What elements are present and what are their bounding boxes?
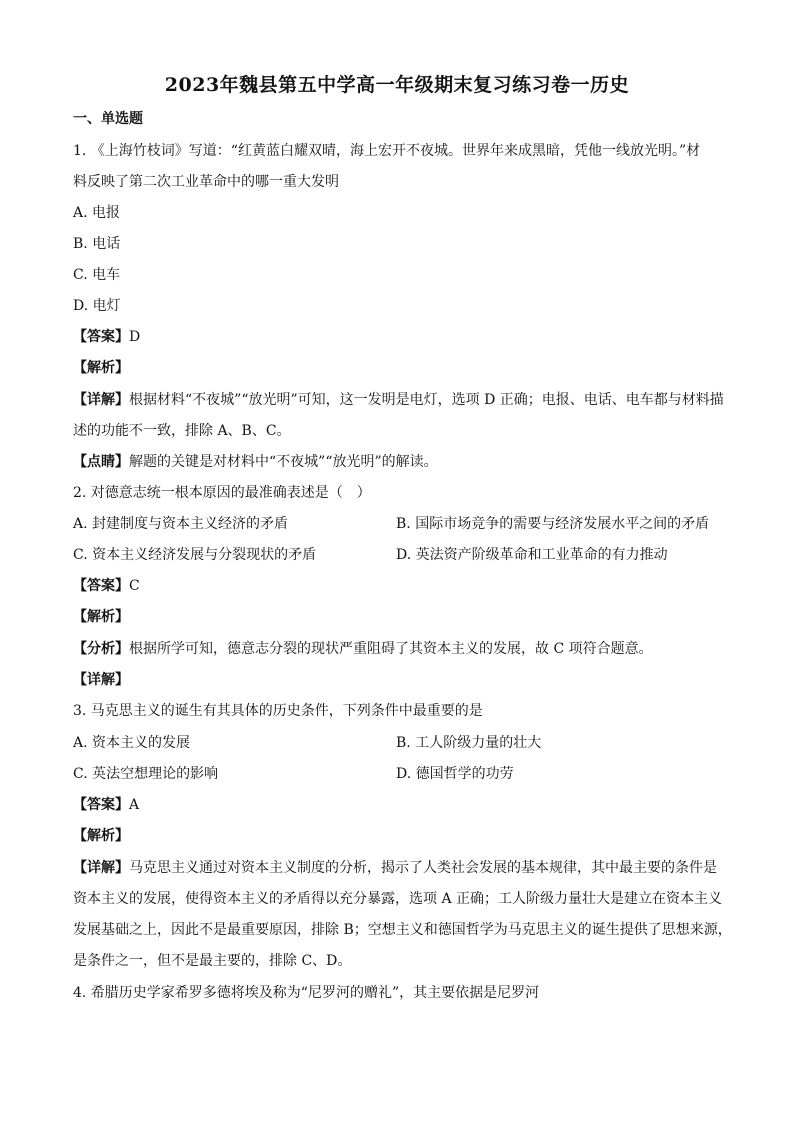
q1-option-b: B. 电话 <box>73 236 121 252</box>
q1-option-a: A. 电报 <box>73 205 121 221</box>
q2-option-a: A. 封建制度与资本主义经济的矛盾 <box>73 516 289 532</box>
q3-option-a: A. 资本主义的发展 <box>73 735 191 751</box>
q1-detail-line2: 述的功能不一致，排除 A、B、C。 <box>73 423 291 439</box>
fenxi-text: 根据所学可知，德意志分裂的现状严重阻碍了其资本主义的发展，故 C 项符合题意。 <box>129 641 653 657</box>
q3-detail-line3: 发展基础之上，因此不是最重要原因，排除 B；空想主义和德国哲学为马克思主义的诞生提供了思想来源， <box>73 922 732 938</box>
q1-stem-line1: 1. 《上海竹枝词》写道：“红黄蓝白耀双晴，海上宏开不夜城。世界年来成黑暗，凭他一线放光明。”材 <box>73 143 701 159</box>
page-title: 2023年魏县第五中学高一年级期末复习练习卷一历史 <box>164 74 630 96</box>
q1-comment <box>73 453 733 471</box>
answer-label: 【答案】 <box>73 329 129 345</box>
detail-label: 【详解】 <box>73 392 129 408</box>
q1-option-d: D. 电灯 <box>73 298 121 314</box>
answer-value: D <box>129 329 141 345</box>
fenxi-label: 【分析】 <box>73 641 129 657</box>
q2-answer <box>73 577 733 595</box>
answer-value: A <box>129 797 140 813</box>
q2-stem: 2. 对德意志统一根本原因的最准确表述是（ ） <box>73 485 371 501</box>
q3-option-d: D. 德国哲学的功劳 <box>396 766 514 782</box>
q3-stem: 3. 马克思主义的诞生有其具体的历史条件，下列条件中最重要的是 <box>73 703 483 719</box>
q1-detail-line1 <box>73 391 733 409</box>
q2-fenxi <box>73 640 733 658</box>
section-heading: 一、单选题 <box>73 111 143 127</box>
q1-analysis-label: 【解析】 <box>73 360 129 376</box>
comment-label: 【点睛】 <box>73 454 129 470</box>
q1-answer <box>73 328 733 346</box>
q3-option-b: B. 工人阶级力量的壮大 <box>396 735 542 751</box>
q2-analysis-label: 【解析】 <box>73 609 129 625</box>
answer-label: 【答案】 <box>73 578 129 594</box>
q2-option-c: C. 资本主义经济发展与分裂现状的矛盾 <box>73 547 317 563</box>
q2-option-d: D. 英法资产阶级革命和工业革命的有力推动 <box>396 547 668 563</box>
detail-text: 马克思主义通过对资本主义制度的分析，揭示了人类社会发展的基本规律，其中最主要的条件是 <box>129 860 717 876</box>
answer-label: 【答案】 <box>73 797 129 813</box>
comment-text: 解题的关键是对材料中“不夜城”“放光明”的解读。 <box>129 454 438 470</box>
q1-option-c: C. 电车 <box>73 267 121 283</box>
q2-option-b: B. 国际市场竞争的需要与经济发展水平之间的矛盾 <box>396 516 710 532</box>
q2-detail-label: 【详解】 <box>73 672 129 688</box>
detail-label: 【详解】 <box>73 860 129 876</box>
q3-detail-line2: 资本主义的发展，使得资本主义的矛盾得以充分暴露，选项 A 正确；工人阶级力量壮大是建立在资本主义 <box>73 891 723 907</box>
q3-detail-line1 <box>73 859 733 877</box>
q3-analysis-label: 【解析】 <box>73 828 129 844</box>
q4-stem: 4. 希腊历史学家希罗多德将埃及称为“尼罗河的赠礼”，其主要依据是尼罗河 <box>73 985 540 1001</box>
q3-answer <box>73 796 733 814</box>
q3-option-c: C. 英法空想理论的影响 <box>73 766 219 782</box>
detail-text: 根据材料“不夜城”“放光明”可知，这一发明是电灯，选项 D 正确；电报、电话、电车都与材料描 <box>129 392 724 408</box>
answer-value: C <box>129 578 140 594</box>
q1-stem-line2: 料反映了第二次工业革命中的哪一重大发明 <box>73 174 339 190</box>
q3-detail-line4: 是条件之一，但不是最主要的，排除 C、D。 <box>73 953 352 969</box>
